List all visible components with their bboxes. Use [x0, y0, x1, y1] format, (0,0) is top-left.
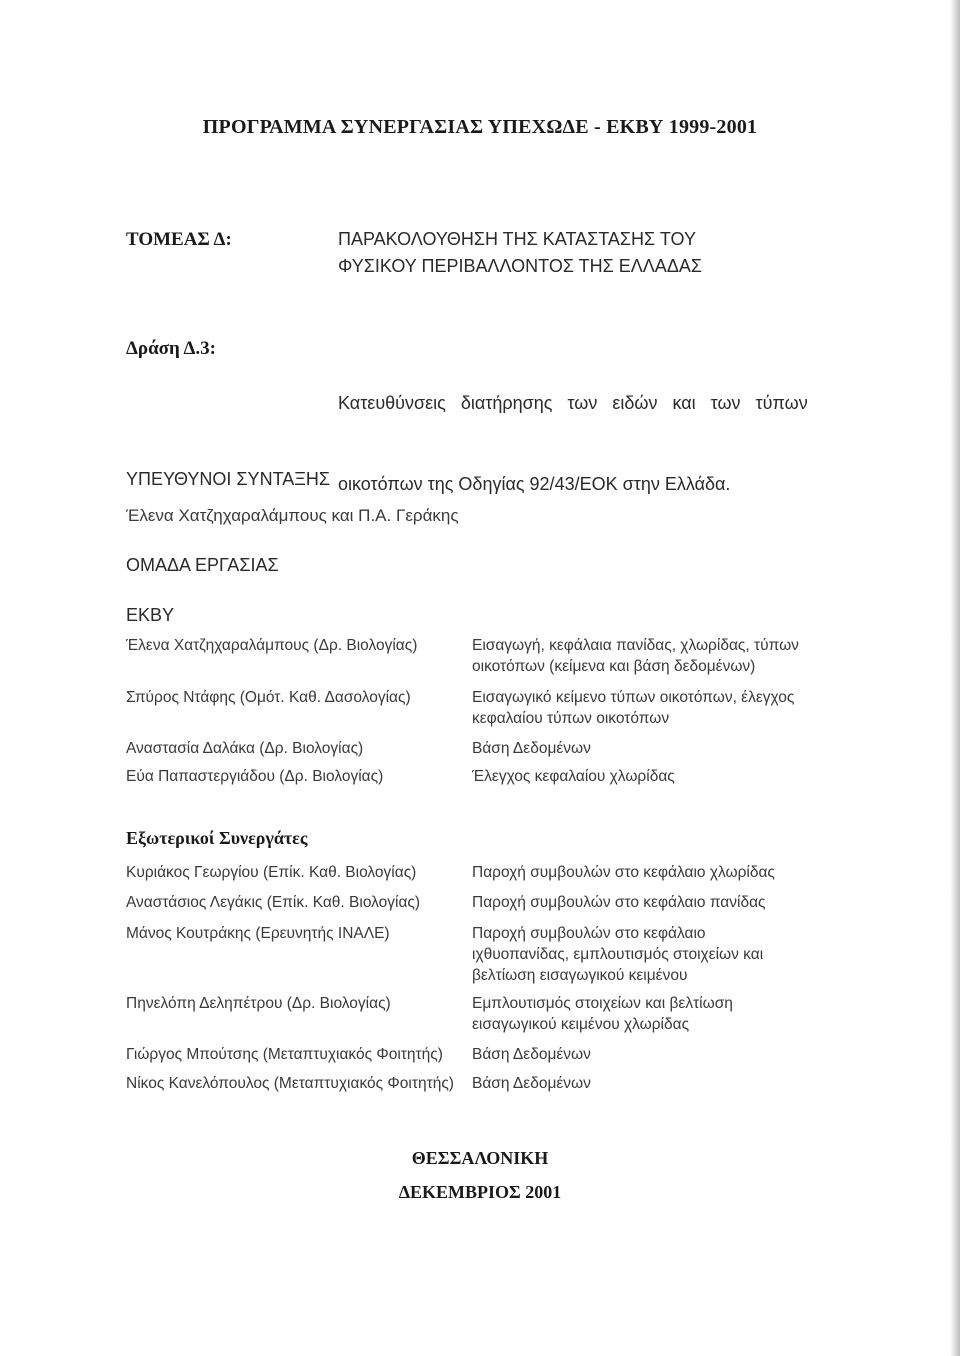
footer-date: ΔΕΚΕΜΒΡΙΟΣ 2001	[398, 1182, 562, 1202]
footer-city: ΘΕΣΣΑΛΟΝΙΚΗ	[411, 1148, 549, 1168]
external-member-role: Παροχή συμβουλών στο κεφάλαιο πανίδας	[472, 894, 766, 911]
action-line-2: οικοτόπων της Οδηγίας 92/43/ΕΟΚ στην Ελλάδα.	[338, 474, 731, 494]
external-member-name: Κυριάκος Γεωργίου (Επίκ. Καθ. Βιολογίας)	[126, 864, 417, 881]
action-line-1: Κατευθύνσεις διατήρησης των ειδών και των τύπων	[338, 393, 808, 413]
external-member-role: Παροχή συμβουλών στο κεφάλαιο ιχθυοπανίδας, εμπλουτισμός στοιχείων και βελτίωση εισαγωγικού κειμένου	[472, 925, 764, 984]
external-heading: Εξωτερικοί Συνεργάτες	[126, 828, 308, 848]
team-member-role: Έλεγχος κεφαλαίου χλωρίδας	[472, 768, 675, 785]
sector-line-1: ΠΑΡΑΚΟΛΟΥΘΗΣΗ ΤΗΣ ΚΑΤΑΣΤΑΣΗΣ ΤΟΥ	[338, 229, 696, 249]
editors-names: Έλενα Χατζηχαραλάμπους και Π.Α. Γεράκης	[126, 506, 459, 525]
sector-description	[338, 226, 702, 280]
external-member-name: Πηνελόπη Δεληπέτρου (Δρ. Βιολογίας)	[126, 995, 391, 1012]
team-member-name: Εύα Παπαστεργιάδου (Δρ. Βιολογίας)	[126, 768, 384, 785]
team-member-name: Έλενα Χατζηχαραλάμπους (Δρ. Βιολογίας)	[126, 637, 418, 654]
team-heading: ΟΜΑΔΑ ΕΡΓΑΣΙΑΣ	[126, 555, 279, 575]
external-member-name: Νίκος Κανελόπουλος (Μεταπτυχιακός Φοιτητής)	[126, 1075, 454, 1092]
document-title: ΠΡΟΓΡΑΜΜΑ ΣΥΝΕΡΓΑΣΙΑΣ ΥΠΕΧΩΔΕ - ΕΚΒΥ 1999-2001	[202, 116, 758, 138]
external-member-role: Βάση Δεδομένων	[472, 1046, 591, 1063]
external-member-name: Μάνος Κουτράκης (Ερευνητής ΙΝΑΛΕ)	[126, 925, 390, 942]
external-member-role: Παροχή συμβουλών στο κεφάλαιο χλωρίδας	[472, 864, 775, 881]
sector-label: ΤΟΜΕΑΣ Δ:	[126, 229, 232, 250]
sector-line-2: ΦΥΣΙΚΟΥ ΠΕΡΙΒΑΛΛΟΝΤΟΣ ΤΗΣ ΕΛΛΑΔΑΣ	[338, 256, 702, 276]
team-org: ΕΚΒΥ	[126, 605, 175, 625]
action-label: Δράση Δ.3:	[126, 338, 216, 359]
external-member-role: Εμπλουτισμός στοιχείων και βελτίωση εισαγωγικού κειμένου χλωρίδας	[472, 995, 733, 1033]
team-member-role: Βάση Δεδομένων	[472, 740, 591, 757]
team-member-name: Σπύρος Ντάφης (Ομότ. Καθ. Δασολογίας)	[126, 689, 411, 706]
external-member-name: Αναστάσιος Λεγάκις (Επίκ. Καθ. Βιολογίας)	[126, 894, 421, 911]
team-member-role: Εισαγωγικό κείμενο τύπων οικοτόπων, έλεγχος κεφαλαίου τύπων οικοτόπων	[472, 689, 795, 727]
editors-heading: ΥΠΕΥΘΥΝΟΙ ΣΥΝΤΑΞΗΣ	[126, 469, 331, 489]
external-member-role: Βάση Δεδομένων	[472, 1075, 591, 1092]
team-member-name: Αναστασία Δαλάκα (Δρ. Βιολογίας)	[126, 740, 364, 757]
team-member-role: Εισαγωγή, κεφάλαια πανίδας, χλωρίδας, τύπων οικοτόπων (κείμενα και βάση δεδομένων)	[472, 637, 799, 675]
external-member-name: Γιώργος Μπούτσης (Μεταπτυχιακός Φοιτητής)	[126, 1046, 443, 1063]
